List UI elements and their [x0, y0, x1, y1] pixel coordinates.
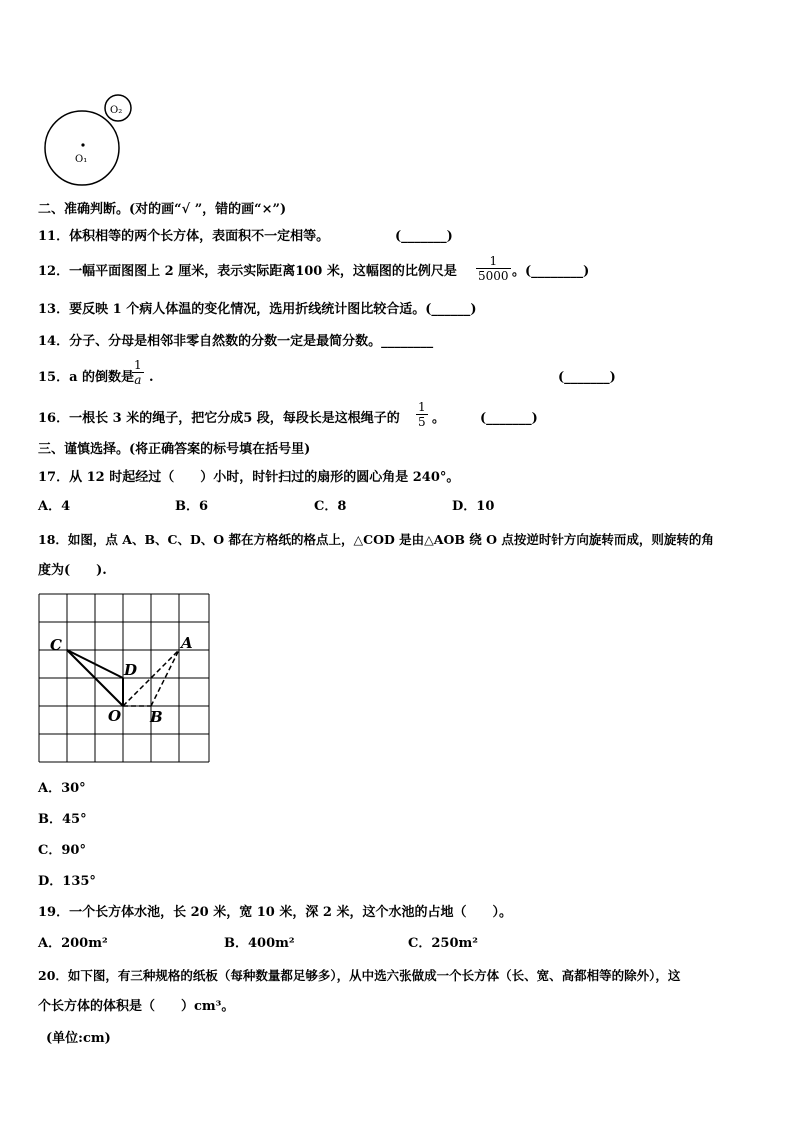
q16-denominator: 5: [418, 415, 426, 429]
label-o2: O₂: [110, 105, 123, 116]
label-o1: O₁: [75, 154, 88, 165]
circle-o1: [45, 111, 119, 185]
q18-option-c[interactable]: C．90°: [38, 843, 86, 858]
grid-label-a: A: [181, 634, 193, 652]
question-20-line1: 20．如下图，有三种规格的纸板（每种数量都足够多），从中选六张做成一个长方体（长、宽、高都相等的除外），这: [38, 968, 681, 983]
question-11-answer-blank[interactable]: (_______): [395, 229, 453, 244]
question-19: 19．一个长方体水池，长 20 米，宽 10 米，深 2 米，这个水池的占地（ ）。: [38, 905, 512, 920]
grid-label-c: C: [50, 636, 62, 654]
question-12-text: 12．一幅平面图图上 2 厘米，表示实际距离100 米，这幅图的比例尺是: [38, 264, 457, 279]
q19-option-b[interactable]: B．400m²: [224, 936, 295, 951]
question-15: 15．a 的倒数是: [38, 370, 135, 385]
grid-label-d: D: [124, 661, 138, 679]
q19-option-c[interactable]: C．250m²: [408, 936, 478, 951]
question-15-tail: .: [149, 370, 154, 385]
question-18-line1: 18．如图，点 A、B、C、D、O 都在方格纸的格点上，△COD 是由△AOB 绕 O 点按逆时针方向旋转而成，则旋转的角: [38, 532, 714, 547]
rotation-grid-figure: [38, 593, 212, 765]
question-18-line2: 度为( ).: [38, 563, 107, 578]
q16-numerator: 1: [418, 400, 426, 414]
q12-denominator: 5000: [478, 269, 509, 283]
question-11: 11．体积相等的两个长方体，表面积不一定相等。: [38, 229, 330, 244]
question-12: [38, 264, 457, 280]
question-15-answer-blank[interactable]: (_______): [558, 370, 616, 385]
q18-option-a[interactable]: A．30°: [38, 781, 86, 796]
question-16-answer-blank[interactable]: (_______): [480, 411, 538, 426]
q15-denominator: a: [134, 373, 142, 387]
question-12-fraction: [476, 254, 511, 283]
q18-option-b[interactable]: B．45°: [38, 812, 87, 827]
question-14: 14．分子、分母是相邻非零自然数的分数一定是最简分数。________: [38, 334, 434, 349]
question-16: 16．一根长 3 米的绳子，把它分成5 段，每段长是这根绳子的: [38, 411, 400, 426]
q17-option-b[interactable]: B．6: [175, 499, 209, 514]
center-dot-o1: [81, 143, 84, 146]
question-17: 17．从 12 时起经过（ ）小时，时针扫过的扇形的圆心角是 240°。: [38, 470, 460, 485]
section3-title: 三、谨慎选择。(将正确答案的标号填在括号里): [38, 442, 311, 457]
grid-label-o: O: [108, 707, 122, 725]
q18-option-d[interactable]: D．135°: [38, 874, 96, 889]
q17-option-c[interactable]: C．8: [314, 499, 347, 514]
question-16-tail: 。: [432, 411, 446, 426]
q19-option-a[interactable]: A．200m²: [38, 936, 108, 951]
q20-unit-label: (单位:cm): [46, 1031, 111, 1046]
section2-title: 二、准确判断。(对的画“√ ”，错的画“×”): [38, 202, 287, 217]
question-20-line2: 个长方体的体积是（ ）cm³。: [38, 999, 235, 1014]
q17-option-d[interactable]: D．10: [452, 499, 495, 514]
q15-numerator: 1: [134, 358, 142, 372]
q12-numerator: 1: [476, 254, 511, 269]
question-15-fraction: [132, 358, 144, 387]
question-13: 13．要反映 1 个病人体温的变化情况，选用折线统计图比较合适。(______): [38, 302, 477, 317]
question-16-fraction: [416, 400, 428, 429]
circles-figure: [40, 90, 140, 190]
question-12-answer-blank[interactable]: 。(________): [512, 264, 590, 279]
q17-option-a[interactable]: A．4: [38, 499, 71, 514]
grid-label-b: B: [150, 708, 163, 726]
